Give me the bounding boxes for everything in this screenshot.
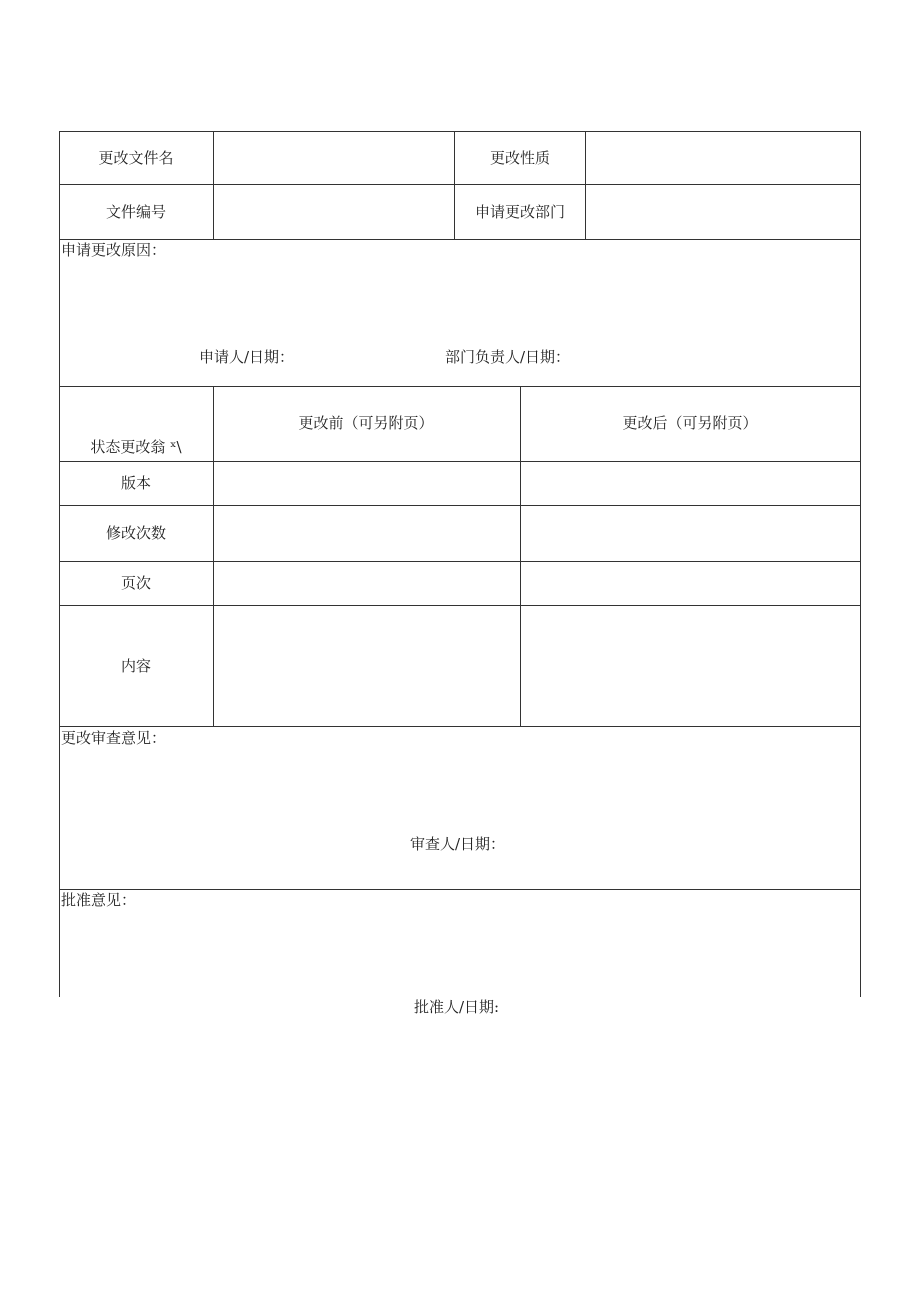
form-border-right [860, 131, 861, 997]
after-column-header: 更改后（可另附页） [622, 414, 758, 432]
version-before-field[interactable] [214, 462, 520, 505]
approval-opinion-field[interactable] [60, 912, 860, 992]
file-number-field[interactable] [214, 185, 454, 239]
row-divider [59, 726, 861, 727]
form-border-left [59, 131, 60, 997]
version-after-field[interactable] [521, 462, 860, 505]
requesting-dept-field[interactable] [586, 185, 860, 239]
file-name-label: 更改文件名 [98, 149, 174, 167]
approver-date-label: 批准人/日期: [414, 998, 500, 1016]
row-divider [59, 239, 861, 240]
column-divider [454, 131, 455, 239]
page-after-field[interactable] [521, 562, 860, 605]
revision-after-field[interactable] [521, 506, 860, 561]
review-opinion-title: 更改审查意见： [61, 729, 167, 747]
file-name-field[interactable] [214, 132, 454, 184]
row-label-content: 内容 [120, 657, 152, 675]
reviewer-date-label: 审查人/日期： [410, 835, 506, 853]
dept-head-date-label: 部门负责人/日期： [445, 348, 571, 366]
change-nature-label: 更改性质 [489, 149, 551, 167]
row-label-revision-count: 修改次数 [105, 524, 167, 542]
change-nature-field[interactable] [586, 132, 860, 184]
status-corner-label: 状态更改翁 ˣ\ [90, 438, 182, 456]
row-label-page: 页次 [120, 574, 152, 592]
row-divider [59, 386, 861, 387]
approval-opinion-title: 批准意见： [61, 891, 137, 909]
row-divider [59, 889, 861, 890]
change-reason-title: 申请更改原因： [61, 241, 167, 259]
before-column-header: 更改前（可另附页） [298, 414, 434, 432]
applicant-date-label: 申请人/日期： [199, 348, 295, 366]
page-before-field[interactable] [214, 562, 520, 605]
content-after-field[interactable] [521, 606, 860, 726]
row-label-version: 版本 [120, 474, 152, 492]
change-reason-field[interactable] [60, 262, 860, 344]
requesting-dept-label: 申请更改部门 [474, 203, 566, 221]
content-before-field[interactable] [214, 606, 520, 726]
review-opinion-field[interactable] [60, 750, 860, 830]
file-number-label: 文件编号 [105, 203, 167, 221]
revision-before-field[interactable] [214, 506, 520, 561]
